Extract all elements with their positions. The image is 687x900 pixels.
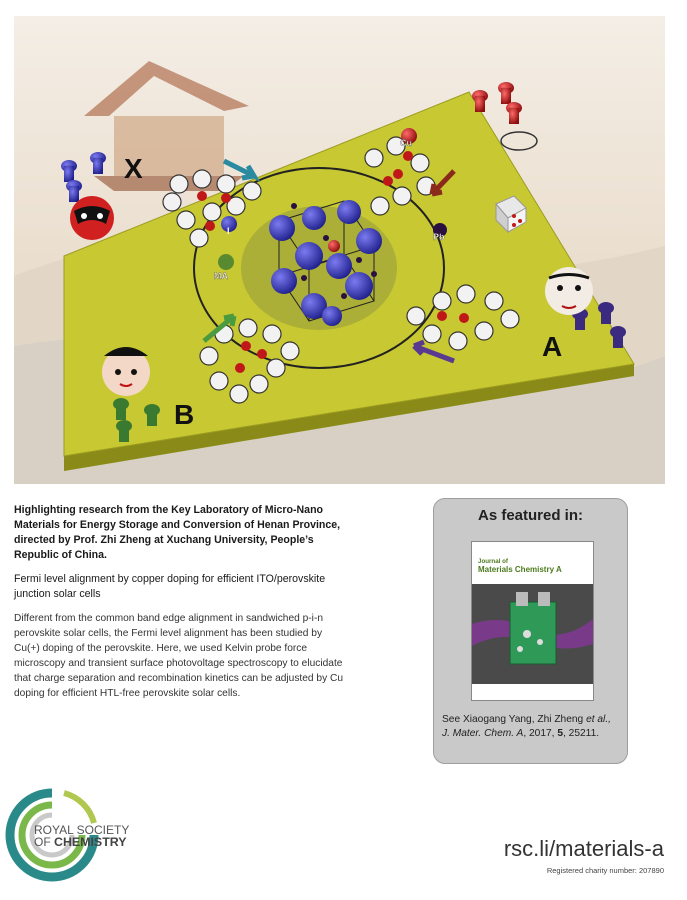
opera-mask-icon [545,267,593,315]
cover-art [472,584,593,684]
pb-label: Pb [433,232,445,242]
cover-journal-name: Materials Chemistry A [478,565,562,574]
ma-label: MA [214,271,228,281]
ma-node [218,254,234,270]
featured-box [433,498,628,764]
citation [442,713,622,741]
cover-journal-label: Journal of [478,558,508,565]
journal-url[interactable]: rsc.li/materials-a [503,836,664,861]
opera-mask-icon [70,196,114,240]
abstract-text: Different from the common band edge alignment in sandwiched p-i-n perovskite solar cells, the Fermi level alignment has been studied by Cu(+) doping of the perovskite. Here, we used Kelvin probe force microscopy and transient surface photovoltage spectroscopy to elucidate that charge separation and recombination kinetics can be adjusted by Cu doping for efficient HTL-free perovskite solar cells. [14,613,344,699]
text-column [14,503,344,701]
citation-etal: et al., [586,714,611,725]
featured-title: As featured in: [477,507,583,524]
citation-authors: See Xiaogang Yang, Zhi Zheng [442,714,587,725]
hero-illustration [14,16,665,484]
journal-cover[interactable] [471,541,594,701]
citation-year: , 2017, [523,728,558,739]
citation-pages: , 25211. [563,728,600,739]
i-label: I [227,226,230,236]
opera-mask-icon [102,347,150,396]
board-label-a: A [542,331,563,362]
highlight-text: Highlighting research from the Key Laboratory of Micro-Nano Materials for Energy Storage and Conversion of Henan Province, directed by Prof. Zhi Zheng at Xuchang University, People’s Republic of China. [14,504,341,561]
rsc-chemistry: CHEMISTRY [54,835,127,849]
rsc-of: OF [34,835,54,849]
board-label-x: X [124,153,143,184]
board-label-b: B [174,399,195,430]
article-title: Fermi level alignment by copper doping for efficient ITO/perovskite junction solar cells [14,573,326,600]
charity-number: Registered charity number: 207890 [546,866,664,875]
cu-label: Cu [400,138,412,148]
rsc-line-1: ROYAL SOCIETY [34,823,130,837]
citation-journal: J. Mater. Chem. A [442,728,524,739]
rsc-wordmark [34,824,129,848]
citation-volume: 5 [557,728,564,739]
